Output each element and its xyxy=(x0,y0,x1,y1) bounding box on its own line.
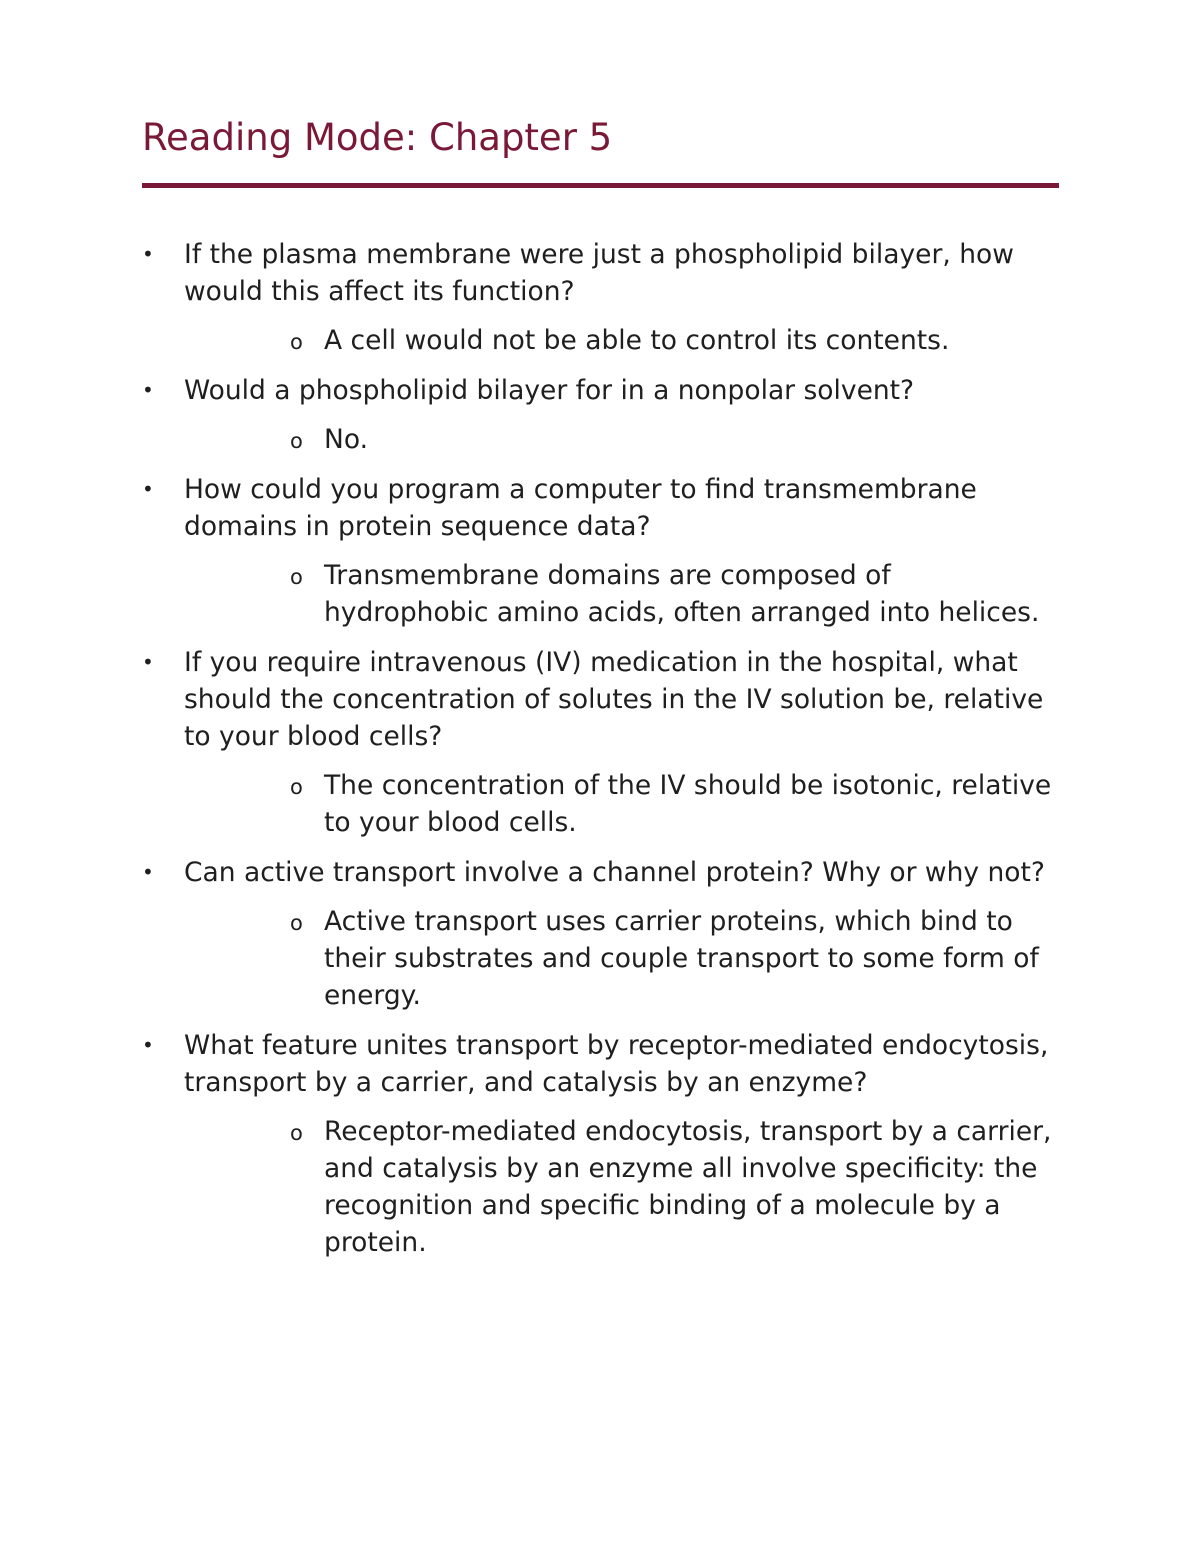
question-text: If you require intravenous (IV) medication in the hospital, what should the concentration of solutes in the IV solution be, relative to your blood cells? xyxy=(184,647,1044,752)
title-divider xyxy=(142,183,1059,188)
bullet-icon: • xyxy=(142,650,154,674)
question-item xyxy=(142,644,1062,841)
answer-item xyxy=(184,421,1062,458)
bullet-icon: • xyxy=(142,860,154,884)
bullet-icon: • xyxy=(142,1033,154,1057)
answer-text: Transmembrane domains are composed of hydrophobic amino acids, often arranged into helices. xyxy=(324,560,1040,628)
question-text: What feature unites transport by receptor-mediated endocytosis, transport by a carrier, and catalysis by an enzyme? xyxy=(184,1030,1049,1098)
bullet-icon: • xyxy=(142,477,154,501)
question-item xyxy=(142,471,1062,631)
answer-marker-icon: o xyxy=(290,911,303,935)
answer-item xyxy=(184,903,1062,1014)
question-item xyxy=(142,1027,1062,1261)
question-text: Can active transport involve a channel protein? Why or why not? xyxy=(184,857,1045,888)
page-title: Reading Mode: Chapter 5 xyxy=(142,116,613,159)
answer-marker-icon: o xyxy=(290,429,303,453)
question-item xyxy=(142,236,1062,359)
answer-item xyxy=(184,322,1062,359)
answer-item xyxy=(184,557,1062,631)
answer-item xyxy=(184,767,1062,841)
answer-marker-icon: o xyxy=(290,565,303,589)
answer-text: A cell would not be able to control its contents. xyxy=(324,325,950,356)
answer-marker-icon: o xyxy=(290,1121,303,1145)
answer-marker-icon: o xyxy=(290,330,303,354)
question-text: Would a phospholipid bilayer for in a nonpolar solvent? xyxy=(184,375,915,406)
question-item xyxy=(142,372,1062,458)
question-text: If the plasma membrane were just a phospholipid bilayer, how would this affect its function? xyxy=(184,239,1014,307)
answer-item xyxy=(184,1113,1062,1261)
bullet-icon: • xyxy=(142,378,154,402)
answer-text: Active transport uses carrier proteins, which bind to their substrates and couple transport to some form of energy. xyxy=(324,906,1039,1011)
answer-marker-icon: o xyxy=(290,775,303,799)
question-text: How could you program a computer to find transmembrane domains in protein sequence data? xyxy=(184,474,977,542)
answer-text: Receptor-mediated endocytosis, transport by a carrier, and catalysis by an enzyme all involve specificity: the recognition and specific binding of a molecule by a protein. xyxy=(324,1116,1052,1258)
answer-text: The concentration of the IV should be isotonic, relative to your blood cells. xyxy=(324,770,1052,838)
question-item xyxy=(142,854,1062,1014)
qa-list xyxy=(142,236,1062,1274)
answer-text: No. xyxy=(324,424,368,455)
bullet-icon: • xyxy=(142,242,154,266)
